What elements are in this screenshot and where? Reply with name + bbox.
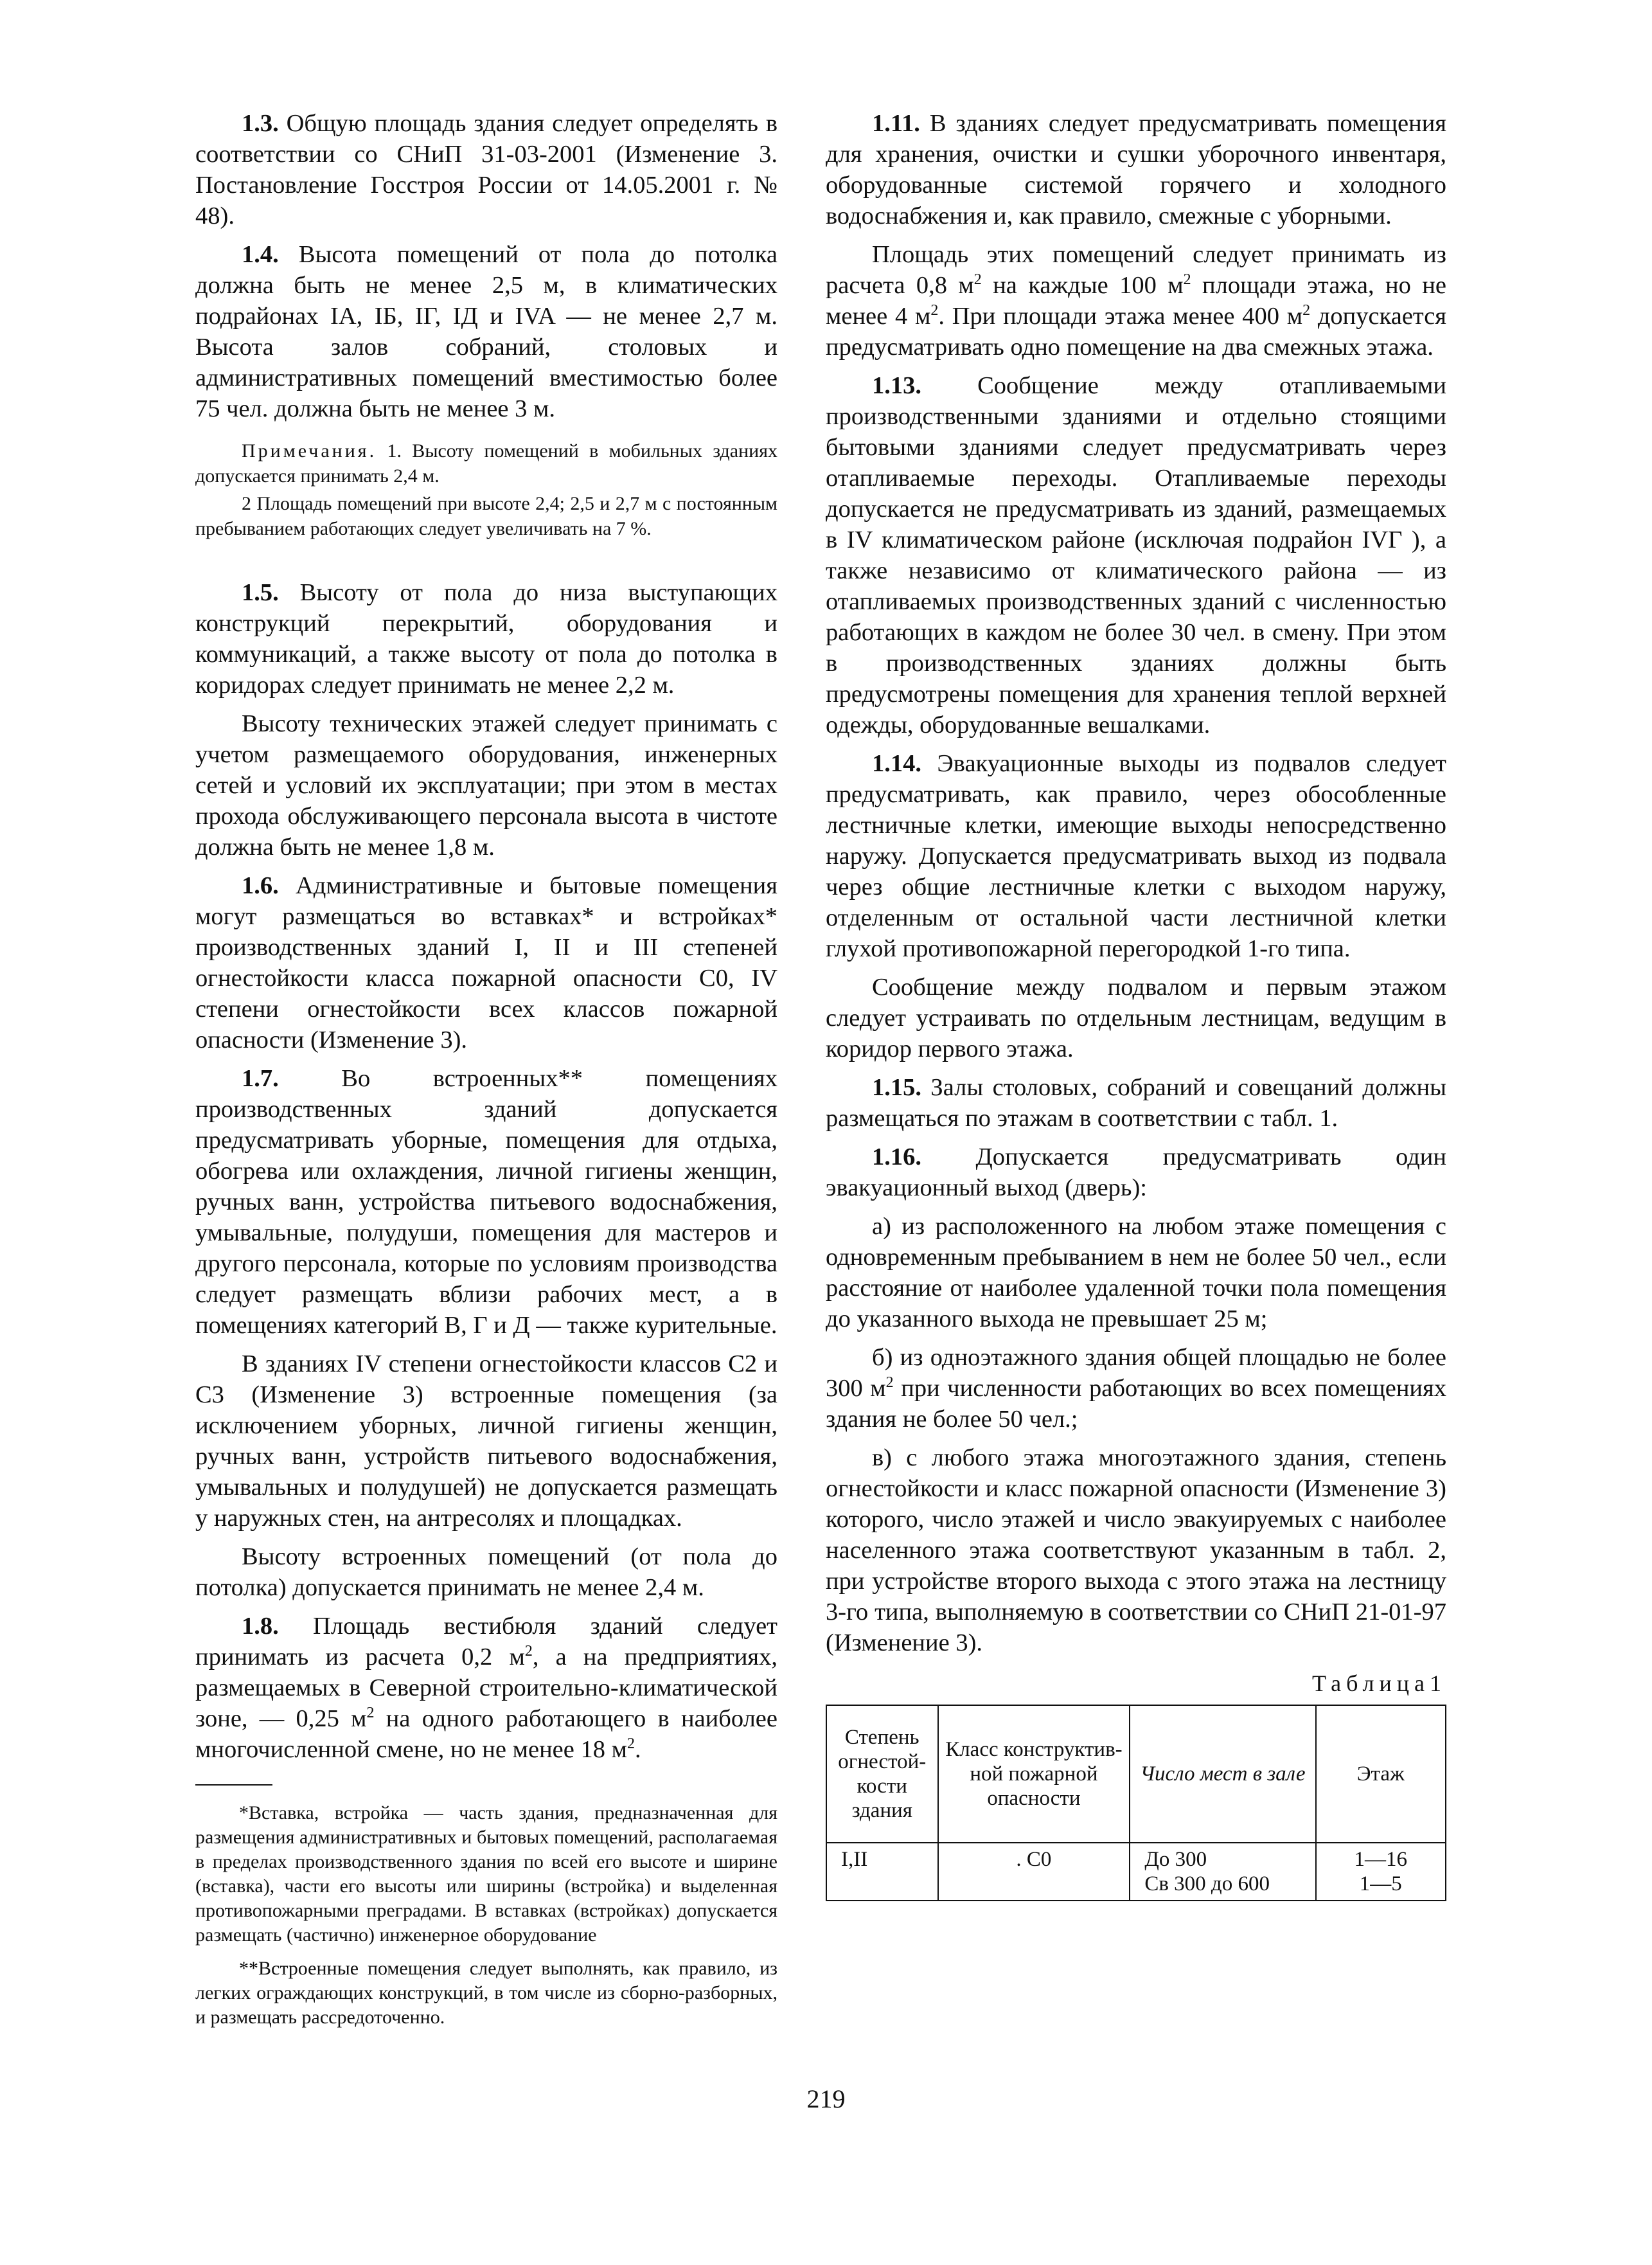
table-caption: Таблица1	[1312, 1670, 1446, 1696]
page-number: 219	[806, 2084, 846, 2113]
header-class: Класс конструктив-ной пожарной опасности	[938, 1705, 1130, 1843]
right-column	[826, 108, 1446, 1901]
paragraph-1-15: 1.15. Залы столовых, собраний и совещаний должны размещаться по этажам в соответствии с табл. 1.	[826, 1074, 1447, 1132]
paragraph-1-8: 1.8. Площадь вестибюля зданий следует принимать из расчета 0,2 $м^2$, а на предприятиях, размещаемых в Северной строительно-климатической зоне, — 0,25 $м^2$ на одного работающего в наиболее многочисленной смене, но не менее 18 $м^2$.	[195, 1613, 778, 1763]
cell-floor-line-1: 1—16	[1354, 1848, 1408, 1871]
header-seats: Число мест в зале	[1130, 1705, 1315, 1843]
paragraph-1-13: 1.13. Сообщение между отапливаемыми производственными зданиями и отдельно стоящими бытовыми зданиями следует предусматривать через отапливаемые переходы. Отапливаемые переходы допускается не предусматривать из зданий, размещаемых в IV климатическом районе (исключая подрайон IVГ ), а также независимо от климатического района — из отапливаемых производственных зданий с численностью работающих в каждом не более 30 чел. в смену. При этом в производственных зданиях должны быть предусмотрены помещения для хранения теплой верхней одежды, оборудованные вешалками.	[826, 372, 1446, 739]
note-1: Примечания. 1. Высоту помещений в мобильных зданиях допускается принимать 2,4 м.	[195, 440, 778, 487]
paragraph-technical-floors: Высоту технических этажей следует принимать с учетом размещаемого оборудования, инженерных сетей и условий их эксплуатации; при этом в местах прохода обслуживающего персонала высота в чистоте должна быть не менее 1,8 м.	[195, 710, 777, 861]
cell-seats-line-1: До 300	[1144, 1848, 1207, 1871]
paragraph-basement-stairs: Сообщение между подвалом и первым этажом следует устраивать по отдельным лестницам, ведущим в коридор первого этажа.	[826, 974, 1446, 1062]
notes-block	[195, 438, 777, 541]
paragraph-1-3: 1.3. Общую площадь здания следует определять в соответствии со СНиП 31-03-2001 (Изменение 3. Постановление Госстроя России от 14.05.2001 г. № 48).	[195, 110, 778, 229]
cell-seats	[1130, 1843, 1315, 1901]
paragraph-1-11: 1.11. В зданиях следует предусматривать помещения для хранения, очистки и сушки уборочного инвентаря, оборудованные системой горячего и холодного водоснабжения и, как правило, смежные с уборными.	[826, 110, 1447, 229]
cell-seats-line-2: Св 300 до 600	[1144, 1872, 1270, 1895]
table-header-row	[826, 1705, 1446, 1843]
footnote-2: **Встроенные помещения следует выполнять, как правило, из легких ограждающих конструкций, в том числе из сборно-разборных, и размещать рассредоточенно.	[195, 1958, 777, 2028]
note-2: 2 Площадь помещений при высоте 2,4; 2,5 и 2,7 м с постоянным пребыванием работающих следует увеличивать на 7 %.	[195, 493, 777, 539]
cell-floor-line-2: 1—5	[1359, 1872, 1402, 1895]
header-floor: Этаж	[1316, 1705, 1446, 1843]
paragraph-built-in-height: Высоту встроенных помещений (от пола до потолка) допускается принимать не менее 2,4 м.	[195, 1543, 777, 1601]
footnote-divider	[195, 1784, 272, 1786]
header-degree: Степень огнестой-кости здания	[826, 1705, 938, 1843]
paragraph-item-a: а) из расположенного на любом этаже помещения с одновременным пребыванием в нем не более 50 чел., если расстояние от наиболее удаленной точки пола помещения до указанного выхода не превышает 25 м;	[826, 1213, 1446, 1332]
table-1	[826, 1705, 1446, 1901]
cell-floor	[1316, 1843, 1446, 1901]
table-row	[826, 1843, 1446, 1901]
paragraph-1-6: 1.6. Административные и бытовые помещения могут размещаться во вставках* и встройках* производственных зданий I, II и III степеней огнестойкости класса пожарной опасности С0, IV степени огнестойкости всех классов пожарной опасности (Изменение 3).	[195, 872, 777, 1053]
paragraph-item-b: б) из одноэтажного здания общей площадью не более 300 $м^2$ при численности работающих во всех помещениях здания не более 50 чел.;	[826, 1344, 1446, 1433]
left-column	[195, 108, 777, 2030]
cell-class: . С0	[938, 1843, 1130, 1901]
paragraph-class-c2-c3: В зданиях IV степени огнестойкости классов С2 и С3 (Изменение 3) встроенные помещения (за исключением уборных, личной гигиены женщин, ручных ванн, устройств питьевого водоснабжения, умывальных и полудушей) не допускается размещать у наружных стен, на антресолях и площадках.	[195, 1350, 777, 1532]
paragraph-1-4: 1.4. Высота помещений от пола до потолка должна быть не менее 2,5 м, в климатических подрайонах IA, IБ, IГ, IД и IVA — не менее 2,7 м. Высота залов собраний, столовых и административных помещений вместимостью более 75 чел. должна быть не менее 3 м.	[195, 241, 778, 422]
paragraph-item-v: в) с любого этажа многоэтажного здания, степень огнестойкости и класс пожарной опасности (Изменение 3) которого, число этажей и число эвакуируемых с наиболее населенного этажа соответствуют указанным в табл. 2, при устройстве второго выхода с этого этажа на лестницу 3-го типа, выполняемую в соответствии со СНиП 21-01-97 (Изменение 3).	[826, 1444, 1446, 1656]
paragraph-1-5: 1.5. Высоту от пола до низа выступающих конструкций перекрытий, оборудования и коммуникаций, а также высоту от пола до потолка в коридорах следует принимать не менее 2,2 м.	[195, 579, 778, 699]
footnote-1: *Вставка, встройка — часть здания, предназначенная для размещения административных и бытовых помещений, располагаемая в пределах производственного здания по всей его высоте и ширине (вставка), части его высоты или ширины (встройка) и выделенная противопожарными преградами. В вставках (встройках) допускается размещать (частично) инженерное оборудование	[195, 1802, 777, 1946]
paragraph-1-16: 1.16. Допускается предусматривать один эвакуационный выход (дверь):	[826, 1143, 1446, 1201]
paragraph-1-7: 1.7. Во встроенных** помещениях производственных зданий допускается предусматривать уборные, помещения для отдыха, обогрева или охлаждения, личной гигиены женщин, ручных ванн, устройства питьевого водоснабжения, умывальные, полудуши, помещения для мастеров и другого персонала, которые по условиям производства следует размещать вблизи рабочих мест, а в помещениях категорий В, Г и Д — также курительные.	[195, 1065, 777, 1339]
paragraph-area-rooms: Площадь этих помещений следует принимать из расчета 0,8 $м^2$ на каждые 100 $м^2$ площади этажа, но не менее 4 $м^2$. При площади этажа менее 400 $м^2$ допускается предусматривать одно помещение на два смежных этажа.	[826, 241, 1446, 361]
cell-degree: I,II	[826, 1843, 938, 1901]
paragraph-1-14: 1.14. Эвакуационные выходы из подвалов следует предусматривать, как правило, через обособленные лестничные клетки, имеющие выходы непосредственно наружу. Допускается предусматривать выход из подвала через общие лестничные клетки с выходом наружу, отделенным от остальной части лестничной клетки глухой противопожарной перегородкой 1-го типа.	[826, 750, 1447, 962]
